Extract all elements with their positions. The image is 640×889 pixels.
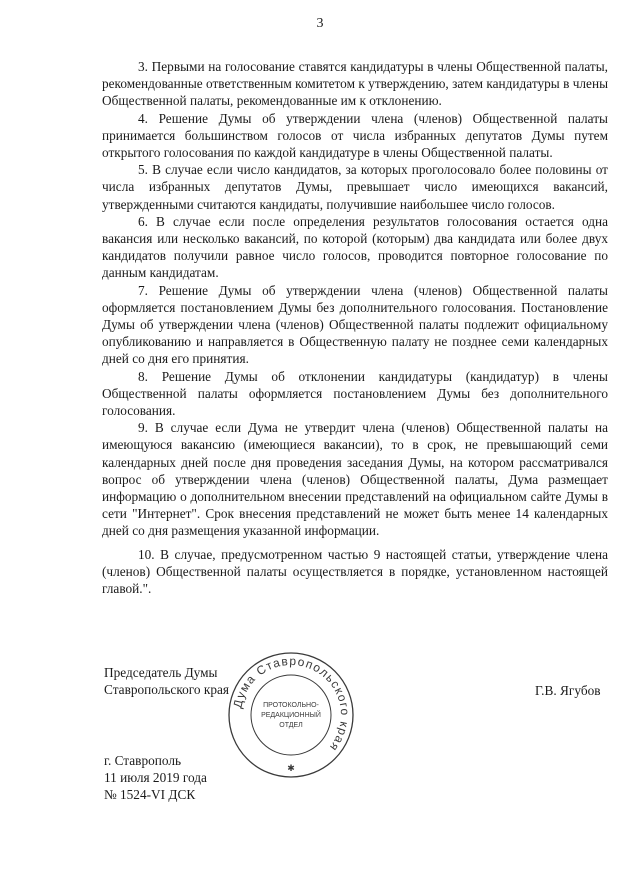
signature-title-line1: Председатель Думы <box>104 665 218 680</box>
stamp-center-line2: РЕДАКЦИОННЫЙ <box>261 712 321 719</box>
place: г. Ставрополь <box>104 753 182 768</box>
paragraph-8: 8. Решение Думы об отклонении кандидатуры (кандидатур) в члены Общественной палаты оформляется постановлением Думы без дополнительного голосования. <box>102 368 608 419</box>
signature-title-line2: Ставропольского края <box>104 682 229 697</box>
stamp-center-line1: ПРОТОКОЛЬНО- <box>263 702 319 709</box>
paragraph-7: 7. Решение Думы об утверждении члена (членов) Общественной палаты оформляется постановлением Думы без дополнительного голосования. Постановление Думы об утверждении члена (членов) Общественной палаты подлежит официальному опубликованию и направляется в Общественную палату не позднее семи календарных дней со дня его принятия. <box>102 282 608 367</box>
page-number: 3 <box>316 16 324 31</box>
paragraph-10: 10. В случае, предусмотренном частью 9 настоящей статьи, утверждение члена (членов) Общественной палаты осуществляется в порядке, установленном настоящей главой.". <box>102 546 608 597</box>
document-footer <box>104 752 207 803</box>
official-stamp <box>226 650 356 780</box>
paragraph-3: 3. Первыми на голосование ставятся кандидатуры в члены Общественной палаты, рекомендованные ответственным комитетом к утверждению, затем кандидатуры в члены Общественной палаты, рекомендованные им к отклонению. <box>102 59 608 109</box>
paragraph-9: 9. В случае если Дума не утвердит члена (членов) Общественной палаты на имеющуюся вакансию (имеющиеся вакансии), то в срок, не превышающий семи календарных дней после дня проведения заседания Думы, на котором рассматривался вопрос об утверждении члена (членов) Общественной палаты, Дума размещает информацию о дополнительном внесении представлений на официальном сайте Думы в сети "Интернет". Срок внесения представлений не может быть менее 14 календарных дней со дня размещения указанной информации. <box>102 420 608 539</box>
document-number: № 1524-VI ДСК <box>104 787 196 802</box>
date: 11 июля 2019 года <box>104 770 207 785</box>
paragraph-4: 4. Решение Думы об утверждении члена (членов) Общественной палаты принимается большинством голосов от числа избранных депутатов Думы путем открытого голосования по каждой кандидатуре в члены Общественной палаты. <box>102 110 608 161</box>
paragraph-5: 5. В случае если число кандидатов, за которых проголосовало более половины от числа избранных депутатов Думы, превышает число имеющихся вакансий, утвержденными считаются кандидаты, получившие наибольшее число голосов. <box>102 162 608 212</box>
stamp-ring-textpath: Дума Ставропольского края <box>230 653 353 755</box>
paragraph-6: 6. В случае если после определения результатов голосования остается одна вакансия или несколько вакансий, по которой (которым) два кандидата или более двух кандидатов получили равное число голосов, проводится повторное голосование по данным кандидатам. <box>102 213 608 281</box>
signature-title <box>104 664 229 698</box>
signer-name: Г.В. Ягубов <box>535 683 601 698</box>
stamp-center-line3: ОТДЕЛ <box>279 722 303 729</box>
document-body <box>102 58 608 597</box>
stamp-star-icon: ✱ <box>287 764 295 774</box>
